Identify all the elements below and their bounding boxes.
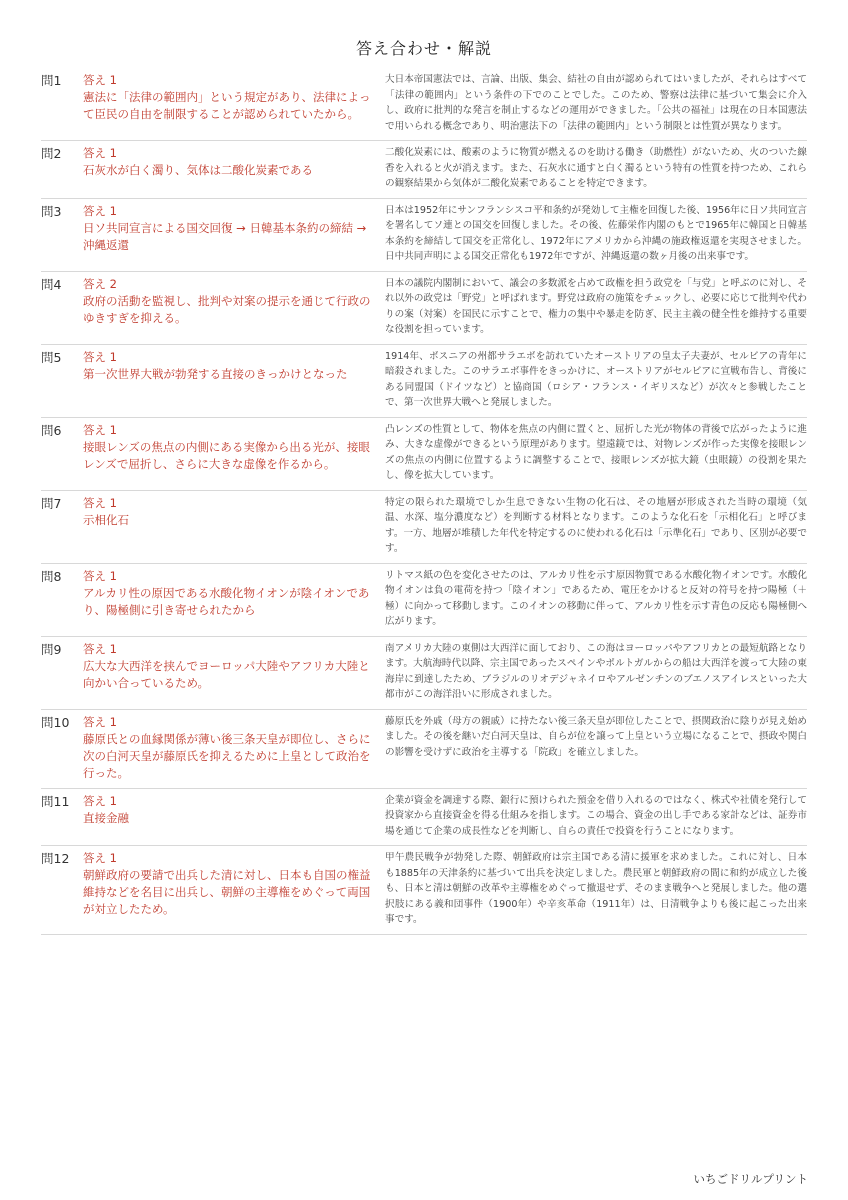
table-row [41,709,807,788]
answer-cell [83,344,385,417]
answer-label: 答え 1 [83,73,117,87]
table-row [41,490,807,563]
answer-label: 答え 2 [83,276,117,291]
explanation-text: 甲午農民戦争が勃発した際、朝鮮政府は宗主国である清に援軍を求めました。これに対し、日本も1885年の天津条約に基づいて出兵を決定しました。農民軍と朝鮮政府の間に和約が成立した後も、日本と清は朝鮮の改革や主導権をめぐって撤退せず、そのまま戦争へと発展しました。他の選択肢にある義和団事件（1900年）や辛亥革命（1911年）は、日清戦争よりも後に起こった出来事です。 [385,846,807,935]
table-row [41,198,807,271]
answer-label: 答え 1 [83,641,117,656]
question-number: 問12 [41,846,83,935]
answer-cell [83,68,385,141]
answer-text: アルカリ性の原因である水酸化物イオンが陰イオンであり、陽極側に引き寄せられたから [83,585,370,617]
table-row [41,636,807,709]
explanation-text: 藤原氏を外戚（母方の親戚）に持たない後三条天皇が即位したことで、摂関政治に陰りが見え始めました。その後を継いだ白河天皇は、自らが位を譲って上皇という立場になることで、摂政や関白の影響を受けずに政治を主導する「院政」を確立しました。 [385,709,807,788]
explanation-text: 凸レンズの性質として、物体を焦点の内側に置くと、屈折した光が物体の背後で広がったように進み、大きな虚像ができるという原理があります。望遠鏡では、対物レンズが作った実像を接眼レンズの焦点の内側に位置するように調整することで、接眼レンズが拡大鏡（虫眼鏡）の役割を果たし、像を拡大しています。 [385,417,807,490]
explanation-text: 特定の限られた環境でしか生息できない生物の化石は、その地層が形成された当時の環境（気温、水深、塩分濃度など）を判断する材料となります。このような化石を「示相化石」と呼びます。一方、地層が堆積した年代を特定するのに使われる化石は「示準化石」であり、区別が必要です。 [385,490,807,563]
answer-cell [83,141,385,199]
table-row [41,271,807,344]
question-number: 問5 [41,344,83,417]
answer-text: 政府の活動を監視し、批判や対案の提示を通じて行政のゆきすぎを抑える。 [83,293,371,325]
answer-table [41,68,807,935]
answer-label: 答え 1 [83,495,117,510]
answer-text: 第一次世界大戦が勃発する直接のきっかけとなった [83,366,348,381]
question-number: 問4 [41,271,83,344]
brand-footer: いちごドリルプリント [693,1172,808,1186]
explanation-text: リトマス紙の色を変化させたのは、アルカリ性を示す原因物質である水酸化物イオンです。水酸化物イオンは負の電荷を持つ「陰イオン」であるため、電圧をかけると反対の符号を持つ陽極（＋極）に向かって移動します。このイオンの移動に伴って、アルカリ性を示す青色の反応も陽極側へ広がります。 [385,563,807,636]
question-number: 問8 [41,563,83,636]
answer-label: 答え 1 [83,146,117,160]
answer-cell [83,709,385,788]
question-number: 問2 [41,141,83,199]
answer-label: 答え 1 [83,793,117,808]
question-number: 問3 [41,198,83,271]
answer-cell [83,846,385,935]
explanation-text: 南アメリカ大陸の東側は大西洋に面しており、この海はヨーロッパやアフリカとの最短航路となります。大航海時代以降、宗主国であったスペインやポルトガルからの船は大西洋を渡って大陸の東海岸に到達したため、ブラジルのリオデジャネイロやアルゼンチンのブエノスアイレスといった大都市がこの海洋沿いに形成されました。 [385,636,807,709]
answer-text: 石灰水が白く濁り、気体は二酸化炭素である [83,163,313,177]
answer-cell [83,788,385,846]
explanation-text: 企業が資金を調達する際、銀行に預けられた預金を借り入れるのではなく、株式や社債を発行して投資家から直接資金を得る仕組みを指します。この場合、資金の出し手である家計などは、証券市場を通じて企業の成長性などを判断し、自らの責任で投資を行うことになります。 [385,788,807,846]
question-number: 問11 [41,788,83,846]
answer-text: 示相化石 [83,512,129,527]
question-number: 問7 [41,490,83,563]
explanation-text: 日本は1952年にサンフランシスコ平和条約が発効して主権を回復した後、1956年に日ソ共同宣言を署名してソ連との国交を回復しました。その後、佐藤栄作内閣のもとで1965年に韓国と日韓基本条約を締結して国交を正常化し、1972年にアメリカから沖縄の施政権返還を実現させました。日中共同声明による国交正常化も1972年ですが、沖縄返還の数ヶ月後の出来事です。 [385,198,807,271]
answer-text: 接眼レンズの焦点の内側にある実像から出る光が、接眼レンズで屈折し、さらに大きな虚像を作るから。 [83,439,370,471]
answer-label: 答え 1 [83,851,117,865]
answer-text: 日ソ共同宣言による国交回復 → 日韓基本条約の締結 → 沖縄返還 [83,220,367,252]
answer-cell [83,271,385,344]
answer-cell [83,636,385,709]
question-number: 問9 [41,636,83,709]
explanation-text: 1914年、ボスニアの州都サラエボを訪れていたオーストリアの皇太子夫妻が、セルビアの青年に暗殺されました。このサラエボ事件をきっかけに、オーストリアがセルビアに宣戦布告し、背後にある同盟国（ドイツなど）と協商国（ロシア・フランス・イギリスなど）が次々と参戦したことで、第一次世界大戦へと発展しました。 [385,344,807,417]
table-row [41,344,807,417]
answer-cell [83,417,385,490]
answer-label: 答え 1 [83,714,117,729]
table-row [41,417,807,490]
answer-text: 憲法に「法律の範囲内」という規定があり、法律によって臣民の自由を制限することが認められていたから。 [83,90,371,121]
answer-cell [83,198,385,271]
table-row [41,788,807,846]
question-number: 問6 [41,417,83,490]
answer-text: 藤原氏との血縁関係が薄い後三条天皇が即位し、さらに次の白河天皇が藤原氏を抑えるために上皇として政治を行った。 [83,731,371,780]
page-title: 答え合わせ・解説 [355,39,492,58]
answer-label: 答え 1 [83,422,117,437]
table-row [41,846,807,935]
answer-cell [83,490,385,563]
explanation-text: 大日本帝国憲法では、言論、出版、集会、結社の自由が認められてはいましたが、それらはすべて「法律の範囲内」という条件の下でのことでした。このため、警察は法律に基づいて集会に介入し、政府に批判的な発言を制止するなどの運用ができました。「公共の福祉」は現在の日本国憲法で用いられる概念であり、明治憲法下の「法律の範囲内」という制限とは性質が異なります。 [385,68,807,141]
explanation-text: 日本の議院内閣制において、議会の多数派を占めて政権を担う政党を「与党」と呼ぶのに対し、それ以外の政党は「野党」と呼ばれます。野党は政府の施策をチェックし、必要に応じて批判や代わりの案（対案）を国民に示すことで、権力の集中や暴走を防ぎ、民主主義の健全性を維持する重要な役割を担っています。 [385,271,807,344]
explanation-text: 二酸化炭素には、酸素のように物質が燃えるのを助ける働き（助燃性）がないため、火のついた線香を入れると火が消えます。また、石灰水に通すと白く濁るという特有の性質を持つため、これらの観察結果から気体が二酸化炭素であることを特定できます。 [385,141,807,199]
answer-label: 答え 1 [83,203,117,218]
table-row [41,68,807,141]
answer-label: 答え 1 [83,568,117,583]
question-number: 問1 [41,68,83,141]
answer-label: 答え 1 [83,349,117,364]
answer-text: 直接金融 [83,810,129,825]
answer-cell [83,563,385,636]
table-row [41,141,807,199]
table-row [41,563,807,636]
question-number: 問10 [41,709,83,788]
answer-text: 朝鮮政府の要請で出兵した清に対し、日本も自国の権益維持などを名目に出兵し、朝鮮の主導権をめぐって両国が対立したため。 [83,868,371,916]
answer-text: 広大な大西洋を挟んでヨーロッパ大陸やアフリカ大陸と向かい合っているため。 [83,658,370,690]
